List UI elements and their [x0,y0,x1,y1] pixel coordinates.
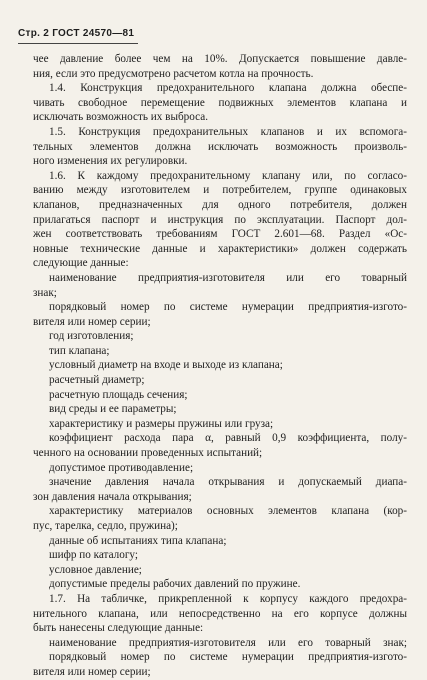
text-line: условное давление; [49,563,142,576]
text-line: прилагаться паспорт и инструкция по эксплуатации. Паспорт дол- [33,213,407,226]
text-line: чее давление более чем на 10%. Допускается повышение давле- [33,53,407,65]
text-line: нительного клапана, или непосредственно на его корпусе должны [33,607,407,620]
text-line: 1.7. На табличке, прикрепленной к корпусу каждого предохра- [49,592,407,605]
text-line: год изготовления; [49,330,134,343]
text-line: жен соответствовать требованиям ГОСТ 2.601—68. Раздел «Ос- [33,228,407,241]
page-header: Стр. 2 ГОСТ 24570—81 [18,28,135,39]
text-line: 1.6. К каждому предохранительному клапану или, по согласо- [49,169,407,182]
text-line: ния, если это предусмотрено расчетом котла на прочность. [33,67,314,80]
text-line: вителя или номер серии; [33,665,151,678]
text-line: 1.4. Конструкция предохранительного клапана должна обеспе- [49,82,407,95]
text-line: данные об испытаниях типа клапана; [49,534,227,547]
text-line: условный диаметр на входе и выходе из клапана; [49,359,283,372]
text-line: зон давления начала открывания; [33,490,192,503]
text-line: расчетную площадь сечения; [49,388,188,401]
text-line: пус, тарелка, седло, пружина); [33,520,178,532]
text-line: значение давления начала открывания и допускаемый диапа- [49,476,407,489]
text-line: знак; [33,286,57,299]
text-line: характеристику материалов основных элементов клапана (кор- [49,505,407,518]
text-line: допустимые пределы рабочих давлений по пружине. [49,578,301,591]
text-line: ного изменения их регулировки. [33,155,188,168]
text-line: новные технические данные и характеристики» должен содержать [33,242,407,255]
text-line: допустимое противодавление; [49,461,194,474]
text-line: наименование предприятия-изготовителя или его товарный [49,271,407,284]
text-line: клапанов, предназначенных для одного потребителя, должен [33,198,407,211]
text-line: 1.5. Конструкция предохранительных клапанов и их вспомога- [49,125,407,138]
text-line: тип клапана; [49,344,110,357]
text-line: вид среды и ее параметры; [49,403,177,416]
text-line: расчетный диаметр; [49,374,145,387]
text-line: ченного на основании проведенных испытаний; [33,447,263,460]
text-line: ванию между изготовителем и потребителем, группе одинаковых [33,184,407,197]
text-line: быть нанесены следующие данные: [33,622,204,635]
text-line: чивать свободное перемещение подвижных элементов клапана и [33,96,407,109]
header-rule [18,43,138,44]
text-line: порядковый номер по системе нумерации предприятия-изгото- [49,651,407,664]
text-line: наименование предприятия-изготовителя или его товарный знак; [49,636,407,649]
text-line: характеристику и размеры пружины или груза; [49,417,274,430]
text-line: шифр по каталогу; [49,549,138,562]
text-line: тельных элементов должна исключать возможность произволь- [33,140,407,153]
text-line: порядковый номер по системе нумерации предприятия-изгото- [49,301,407,314]
text-line: следующие данные: [33,257,129,270]
body-text [33,52,407,680]
text-line: вителя или номер серии; [33,315,151,328]
text-line: коэффициент расхода пара α, равный 0,9 коэффициента, полу- [49,432,407,445]
text-line: исключать возможность их выброса. [33,111,208,124]
